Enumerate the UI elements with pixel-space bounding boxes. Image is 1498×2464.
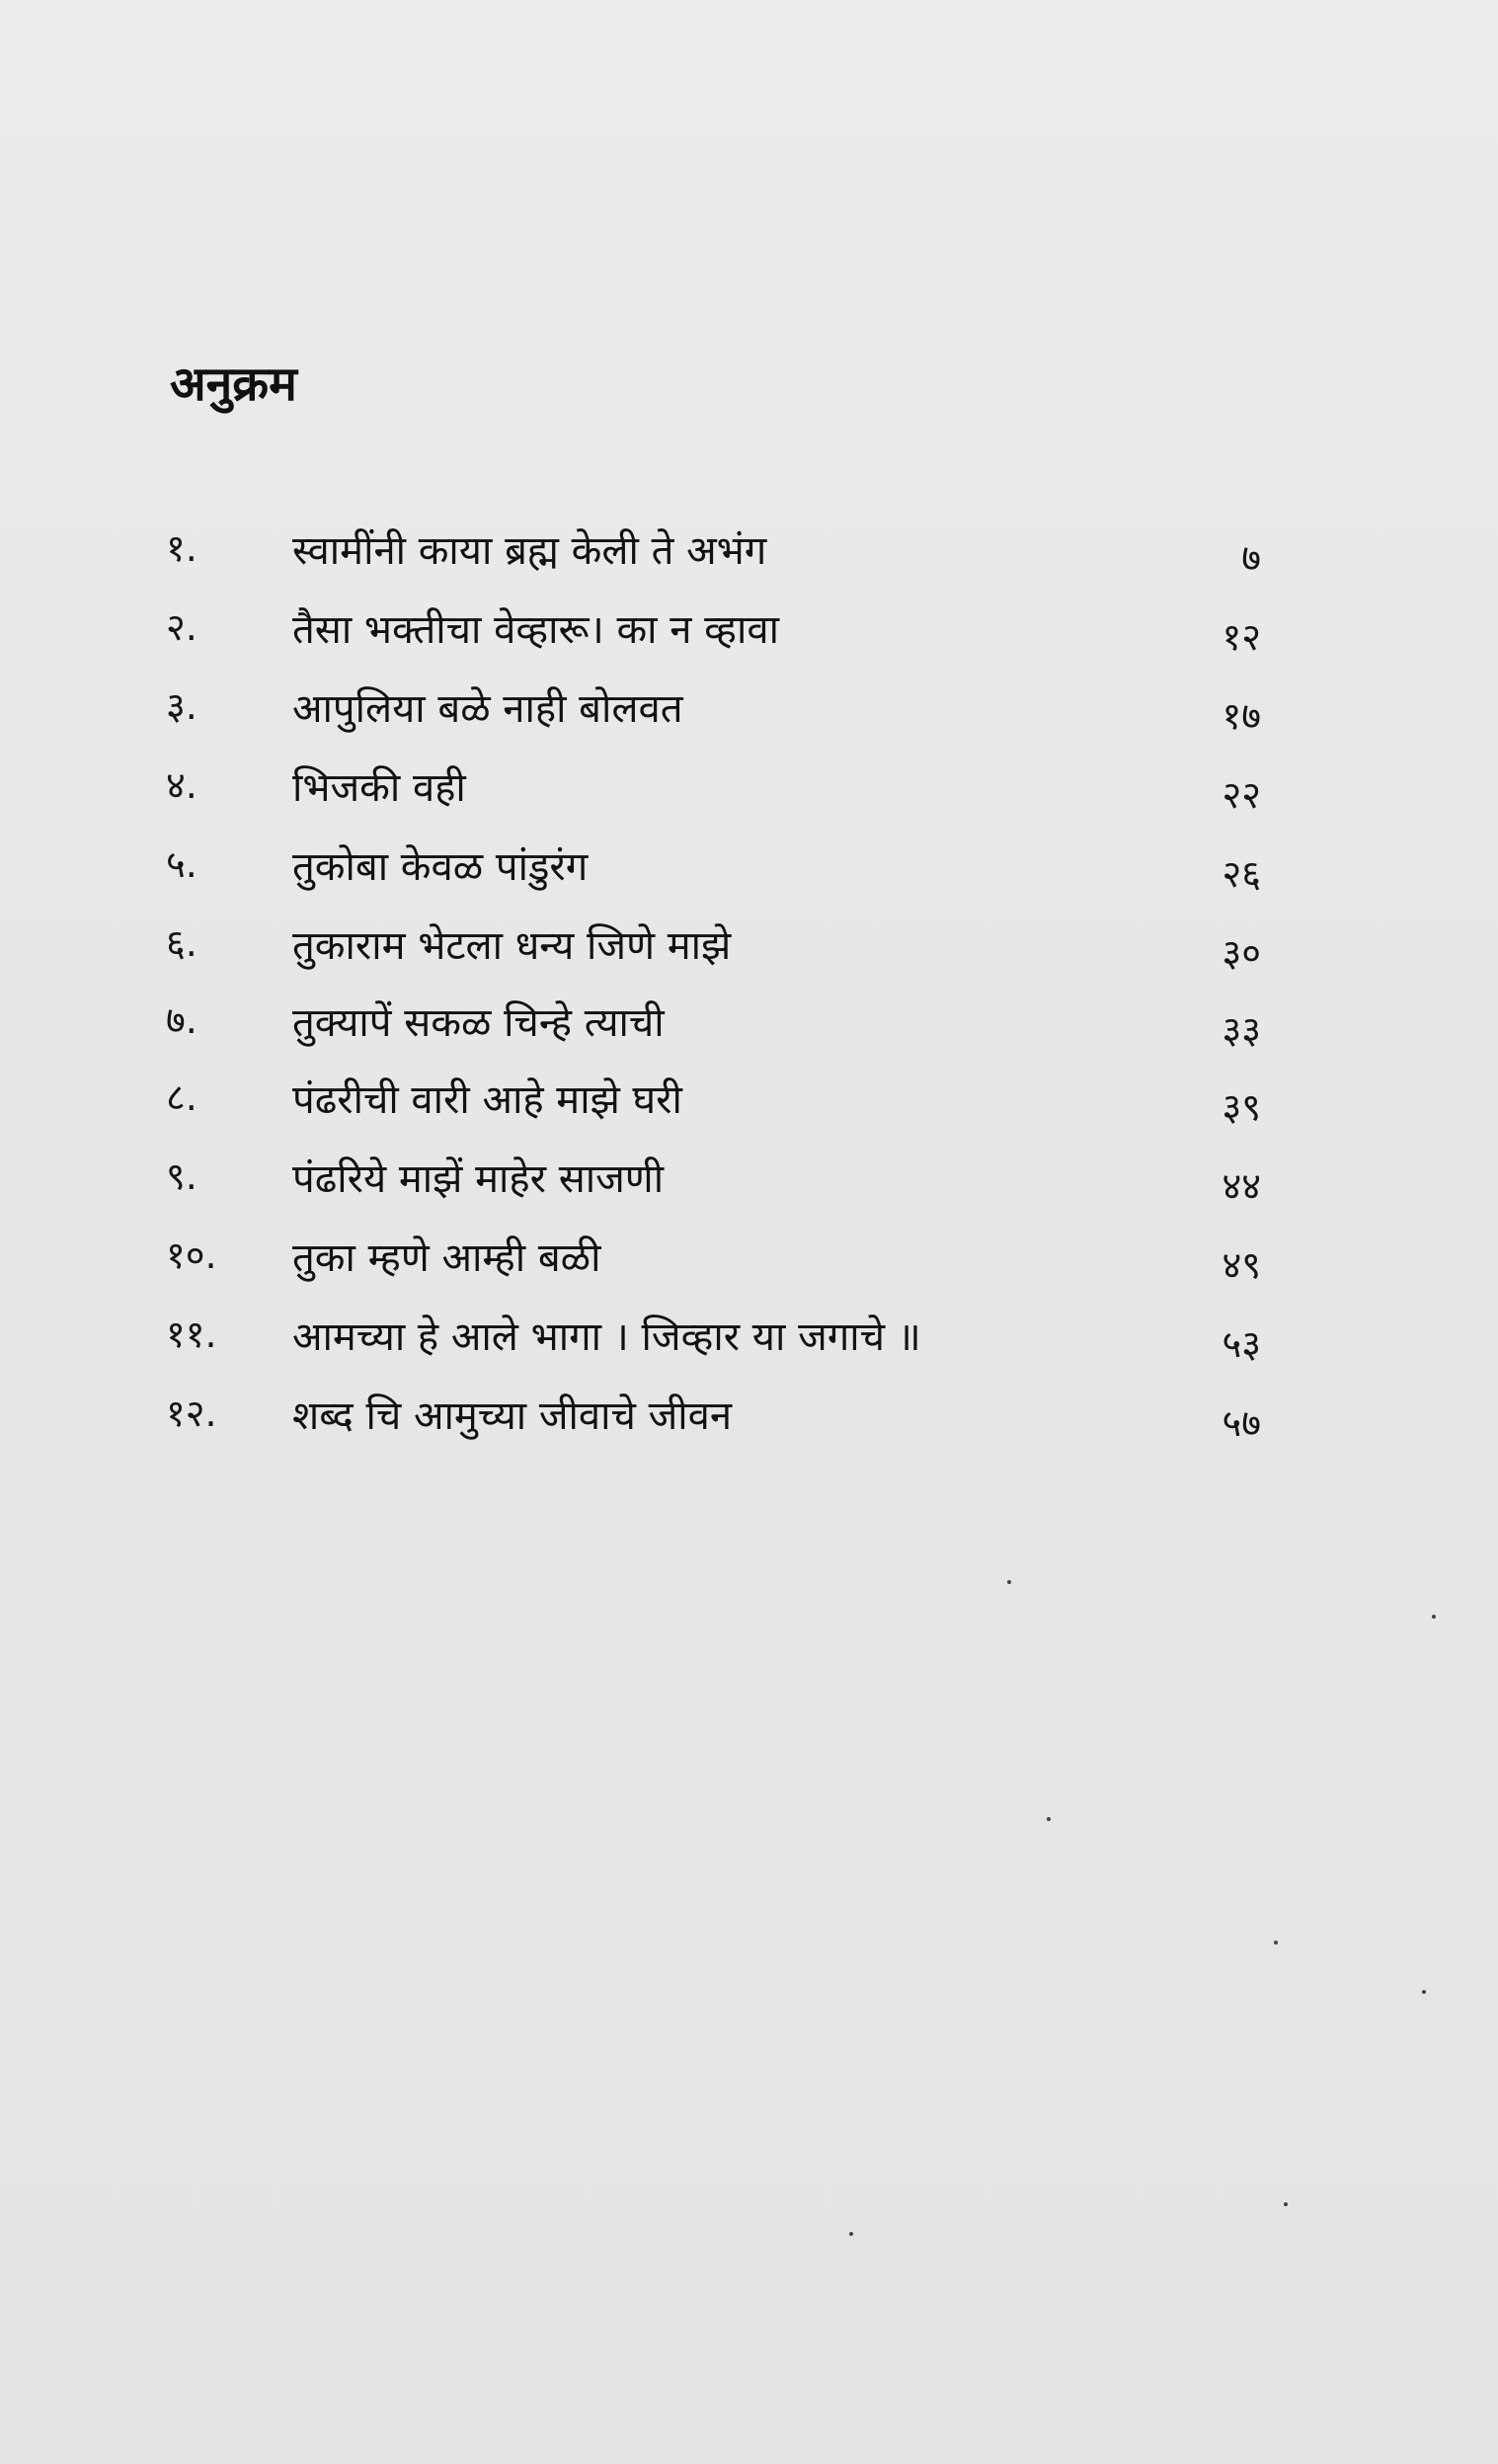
entry-number: ७. [166,998,197,1042]
scan-speck [1284,2202,1288,2206]
entry-page-number: १२ [1222,615,1261,659]
toc-entry [0,994,1498,1053]
entry-number: १०. [166,1233,217,1277]
toc-entry [0,837,1498,897]
entry-number: ८. [166,1075,197,1119]
entry-title: भिजकी वही [292,765,466,811]
entry-page-number: ४४ [1222,1164,1261,1208]
entry-title: शब्द चि आमुच्या जीवाचे जीवन [292,1393,733,1439]
entry-number: १२. [166,1391,217,1435]
entry-number: १. [166,526,197,570]
entry-title: आपुलिया बळे नाही बोलवत [292,686,683,732]
entry-title: स्वामींनी काया ब्रह्म केली ते अभंग [292,528,767,574]
toc-entry [0,1229,1498,1288]
entry-title: पंढरीची वारी आहे माझे घरी [292,1077,682,1123]
entry-title: तुकाराम भेटला धन्य जिणे माझे [292,923,732,969]
entry-title: तुक्यापें सकळ चिन्हे त्याची [292,1000,665,1046]
scan-speck [849,2232,853,2236]
entry-page-number: १७ [1222,694,1261,738]
toc-entry [0,600,1498,660]
toc-entry [0,1308,1498,1367]
toc-entry [0,679,1498,739]
scan-speck [1274,1941,1278,1945]
entry-title: आमच्या हे आले भागा । जिव्हार या जगाचे ॥ [292,1314,921,1360]
entry-page-number: ५७ [1222,1401,1261,1445]
entry-number: ४. [166,763,197,807]
toc-heading: अनुक्रम [170,357,297,412]
entry-number: २. [166,605,197,649]
toc-entry [0,1071,1498,1130]
toc-entry [0,758,1498,818]
entry-page-number: २२ [1222,773,1261,817]
entry-number: ३. [166,684,197,728]
entry-title: तैसा भक्तीचा वेव्हारू। का न व्हावा [292,607,779,653]
entry-page-number: ३९ [1222,1085,1261,1129]
entry-title: तुकोबा केवळ पांडुरंग [292,844,589,890]
entry-page-number: ७ [1241,536,1261,580]
entry-page-number: ३३ [1222,1008,1261,1052]
entry-number: ११. [166,1312,217,1356]
scan-speck [1422,1990,1426,1994]
toc-entry [0,521,1498,581]
entry-page-number: ४९ [1222,1243,1261,1287]
entry-page-number: ५३ [1222,1322,1261,1366]
toc-entry [0,1387,1498,1446]
toc-entry [0,916,1498,976]
scan-speck [1432,1615,1436,1619]
scan-speck [1047,1817,1051,1821]
entry-title: पंढरिये माझें माहेर साजणी [292,1156,665,1202]
entry-number: ९. [166,1154,197,1198]
scan-speck [1007,1580,1011,1584]
entry-title: तुका म्हणे आम्ही बळी [292,1235,601,1281]
toc-entry [0,1150,1498,1209]
entry-number: ६. [166,921,197,965]
entry-page-number: २६ [1222,852,1261,896]
entry-page-number: ३० [1222,931,1261,975]
entry-number: ५. [166,842,197,886]
